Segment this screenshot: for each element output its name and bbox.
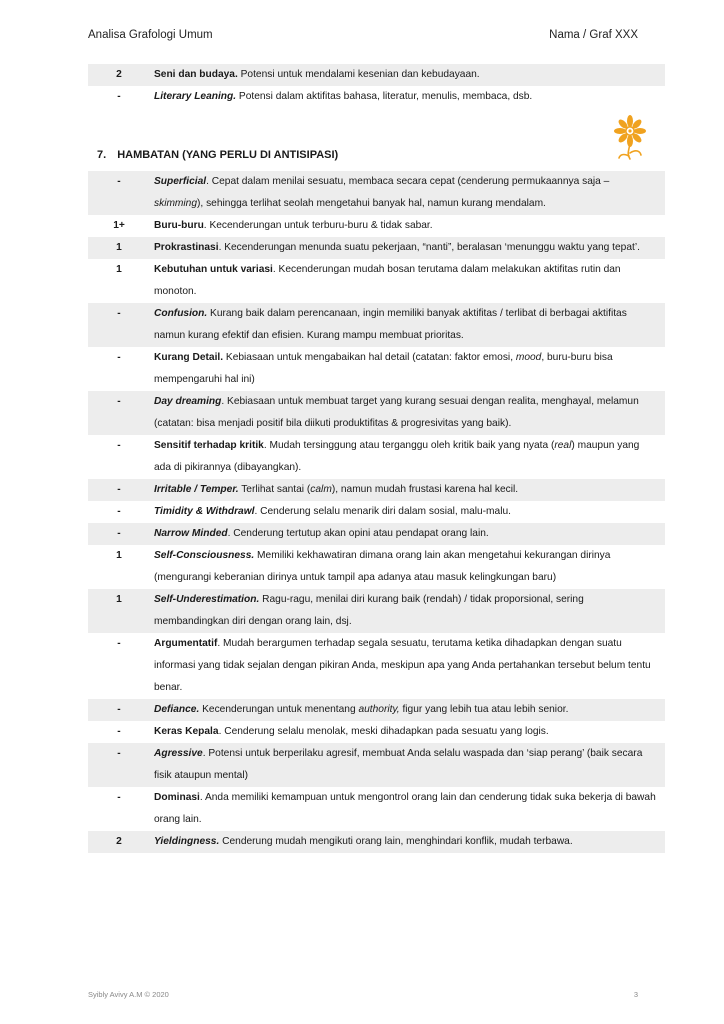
row-term: Kurang Detail. bbox=[154, 352, 224, 363]
row-number: 1 bbox=[116, 264, 122, 275]
table-row bbox=[88, 501, 665, 523]
row-description: Narrow Minded. Cenderung tertutup akan opini atau pendapat orang lain. bbox=[154, 528, 489, 539]
row-term: Agressive bbox=[154, 748, 203, 759]
row-description: Superficial. Cepat dalam menilai sesuatu, membaca secara cepat (cenderung permukaannya saja – skimming), sehingga terlihat seolah mengetahui banyak hal, namun kurang mendalam. bbox=[154, 176, 610, 209]
top-table bbox=[88, 64, 665, 108]
row-term: Argumentatif bbox=[154, 638, 218, 649]
row-description: Keras Kepala. Cenderung selalu menolak, meski dihadapkan pada sesuatu yang logis. bbox=[154, 726, 549, 737]
row-term: Timidity & Withdrawl bbox=[154, 506, 255, 517]
row-number: - bbox=[117, 726, 121, 737]
row-description: Kebutuhan untuk variasi. Kecenderungan mudah bosan terutama dalam melakukan aktifitas rutin dan monoton. bbox=[154, 264, 621, 297]
obstacles-table bbox=[88, 171, 665, 853]
row-number: - bbox=[117, 528, 121, 539]
row-number: 2 bbox=[116, 69, 122, 80]
table-row bbox=[88, 237, 665, 259]
row-term: Self-Underestimation. bbox=[154, 594, 260, 605]
row-term: Confusion. bbox=[154, 308, 208, 319]
table-row bbox=[88, 787, 665, 831]
page-number: 3 bbox=[633, 990, 638, 999]
row-number: - bbox=[117, 308, 121, 319]
row-description: Irritable / Temper. Terlihat santai (calm), namun mudah frustasi karena hal kecil. bbox=[154, 484, 519, 495]
row-description: Timidity & Withdrawl. Cenderung selalu menarik diri dalam sosial, malu-malu. bbox=[154, 506, 511, 517]
row-number: - bbox=[117, 396, 121, 407]
table-row bbox=[88, 435, 665, 479]
row-description: Confusion. Kurang baik dalam perencanaan, ingin memiliki banyak aktifitas / terlibat di berbagai aktifitas namun kurang efektif dan efisien. Kurang mampu membuat prioritas. bbox=[154, 308, 627, 341]
row-number: 1 bbox=[116, 594, 122, 605]
row-term: Kebutuhan untuk variasi bbox=[154, 264, 273, 275]
table-row bbox=[88, 589, 665, 633]
row-term: Seni dan budaya. bbox=[154, 69, 238, 80]
table-row bbox=[88, 215, 665, 237]
table-row bbox=[88, 64, 665, 86]
table-row bbox=[88, 347, 665, 391]
page-header bbox=[88, 29, 638, 41]
table-row bbox=[88, 545, 665, 589]
row-description: Prokrastinasi. Kecenderungan menunda suatu pekerjaan, “nanti”, beralasan ‘menunggu waktu yang tepat’. bbox=[154, 242, 640, 253]
row-number: 1+ bbox=[113, 220, 125, 231]
header-right: Nama / Graf XXX bbox=[549, 29, 638, 41]
row-number: - bbox=[117, 748, 121, 759]
table-row bbox=[88, 86, 665, 108]
row-description: Yieldingness. Cenderung mudah mengikuti orang lain, menghindari konflik, mudah terbawa. bbox=[154, 836, 573, 847]
table-row bbox=[88, 743, 665, 787]
row-number: - bbox=[117, 506, 121, 517]
row-number: - bbox=[117, 91, 121, 102]
section-title-text: HAMBATAN (YANG PERLU DI ANTISIPASI) bbox=[117, 149, 339, 161]
row-number: - bbox=[117, 352, 121, 363]
row-term: Dominasi bbox=[154, 792, 200, 803]
section-title bbox=[97, 149, 338, 161]
flower-icon bbox=[608, 113, 652, 161]
row-number: - bbox=[117, 638, 121, 649]
row-term: Irritable / Temper. bbox=[154, 484, 239, 495]
table-row bbox=[88, 721, 665, 743]
row-term: Yieldingness. bbox=[154, 836, 220, 847]
row-number: - bbox=[117, 792, 121, 803]
section-number: 7. bbox=[97, 149, 107, 161]
row-description: Dominasi. Anda memiliki kemampuan untuk mengontrol orang lain dan cenderung tidak suka bekerja di bawah orang lain. bbox=[154, 792, 656, 825]
footer-author: Syibly Avivy A.M © 2020 bbox=[88, 990, 169, 999]
row-description: Kurang Detail. Kebiasaan untuk mengabaikan hal detail (catatan: faktor emosi, mood, buru-buru bisa mempengaruhi hal ini) bbox=[154, 352, 613, 385]
row-description: Literary Leaning. Potensi dalam aktifitas bahasa, literatur, menulis, membaca, dsb. bbox=[154, 91, 533, 102]
row-description: Day dreaming. Kebiasaan untuk membuat target yang kurang sesuai dengan realita, menghayal, melamun (catatan: bisa menjadi positif bila diikuti produktifitas & progresivitas yang baik). bbox=[154, 396, 639, 429]
header-left: Analisa Grafologi Umum bbox=[88, 29, 213, 41]
row-number: 1 bbox=[116, 550, 122, 561]
row-description: Agressive. Potensi untuk berperilaku agresif, membuat Anda selalu waspada dan ‘siap perang’ (baik secara fisik ataupun mental) bbox=[154, 748, 643, 781]
row-number: - bbox=[117, 440, 121, 451]
table-row bbox=[88, 831, 665, 853]
row-term: Prokrastinasi bbox=[154, 242, 219, 253]
row-number: - bbox=[117, 484, 121, 495]
row-number: 1 bbox=[116, 242, 122, 253]
row-description: Defiance. Kecenderungan untuk menentang authority, figur yang lebih tua atau lebih senior. bbox=[154, 704, 569, 715]
table-row bbox=[88, 699, 665, 721]
table-row bbox=[88, 633, 665, 699]
table-row bbox=[88, 391, 665, 435]
row-description: Argumentatif. Mudah berargumen terhadap segala sesuatu, terutama ketika dihadapkan dengan suatu informasi yang tidak sejalan dengan pikiran Anda, meskipun apa yang Anda pertahankan tersebut belum tentu benar. bbox=[154, 638, 651, 693]
table-row bbox=[88, 259, 665, 303]
row-term: Literary Leaning. bbox=[154, 91, 237, 102]
row-term: Defiance. bbox=[154, 704, 200, 715]
row-number: 2 bbox=[116, 836, 122, 847]
row-number: - bbox=[117, 176, 121, 187]
table-row bbox=[88, 479, 665, 501]
row-term: Superficial bbox=[154, 176, 207, 187]
row-term: Buru-buru bbox=[154, 220, 204, 231]
row-term: Keras Kepala bbox=[154, 726, 219, 737]
row-number: - bbox=[117, 704, 121, 715]
row-term: Day dreaming bbox=[154, 396, 222, 407]
table-row bbox=[88, 171, 665, 215]
table-row bbox=[88, 523, 665, 545]
row-description: Buru-buru. Kecenderungan untuk terburu-buru & tidak sabar. bbox=[154, 220, 433, 231]
row-description: Self-Consciousness. Memiliki kekhawatiran dimana orang lain akan mengetahui kekurangan dirinya (mengurangi keberanian dirinya untuk tampil apa adanya atau masuk kelingkungan baru) bbox=[154, 550, 611, 583]
row-term: Self-Consciousness. bbox=[154, 550, 255, 561]
row-term: Narrow Minded bbox=[154, 528, 228, 539]
table-row bbox=[88, 303, 665, 347]
row-description: Seni dan budaya. Potensi untuk mendalami kesenian dan kebudayaan. bbox=[154, 69, 480, 80]
row-term: Sensitif terhadap kritik bbox=[154, 440, 264, 451]
row-description: Self-Underestimation. Ragu-ragu, menilai diri kurang baik (rendah) / tidak proporsional, sering membandingkan diri dengan orang lain, dsj. bbox=[154, 594, 584, 627]
row-description: Sensitif terhadap kritik. Mudah tersinggung atau terganggu oleh kritik baik yang nyata (real) maupun yang ada di pikirannya (dibayangkan). bbox=[154, 440, 640, 473]
